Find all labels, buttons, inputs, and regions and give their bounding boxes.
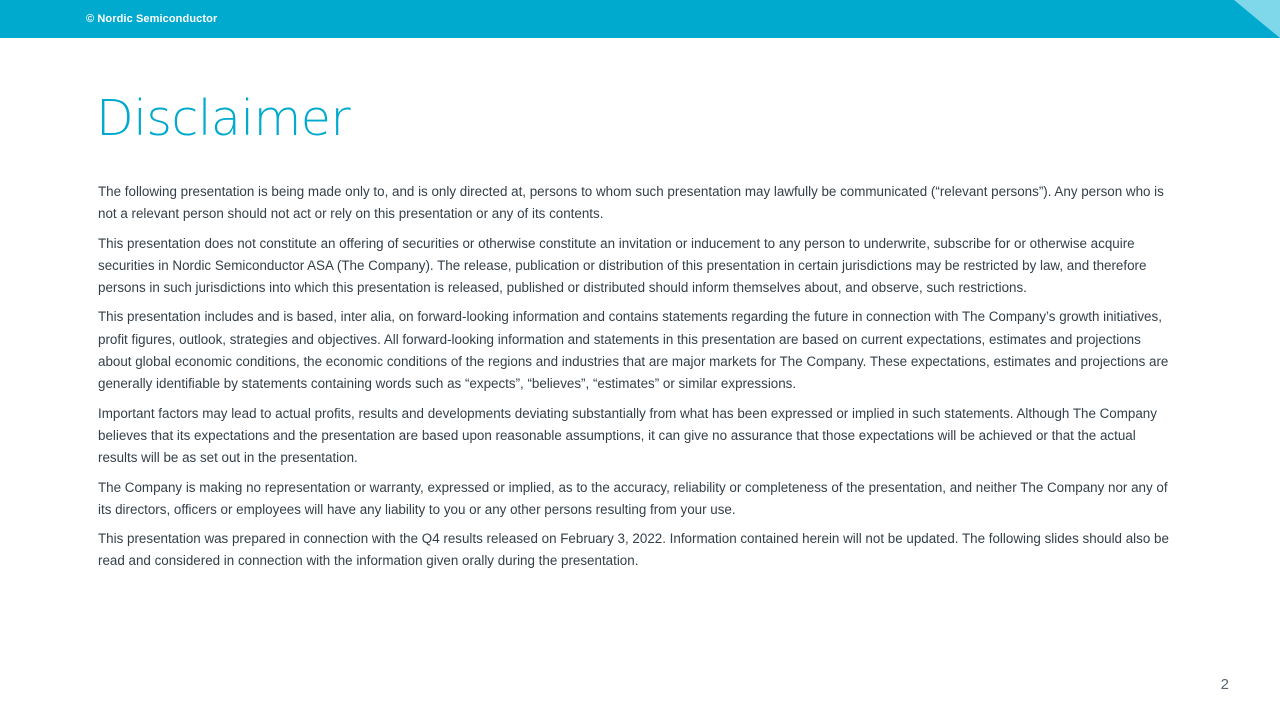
disclaimer-paragraph: The following presentation is being made only to, and is only directed at, persons to whom such presentation may lawfully be communicated (“relevant persons”). Any person who is not a relevant person should not act or rely on this presentation or any of its contents. — [98, 184, 1164, 222]
disclaimer-body — [98, 181, 1178, 580]
disclaimer-paragraph: This presentation does not constitute an offering of securities or otherwise constitute an invitation or inducement to any person to underwrite, subscribe for or otherwise acquire securities in Nordic Semiconductor ASA (The Company). The release, publication or distribution of this presentation in certain jurisdictions may be restricted by law, and therefore persons in such jurisdictions into which this presentation is released, published or distributed should inform themselves about, and observe, such restrictions. — [98, 235, 1147, 296]
disclaimer-paragraph: This presentation was prepared in connection with the Q4 results released on February 3, 2022. Information contained herein will not be updated. The following slides should also be read and considered in connection with the information given orally during the presentation. — [98, 531, 1169, 569]
page-title: Disclaimer — [96, 90, 351, 147]
disclaimer-paragraph: The Company is making no representation or warranty, expressed or implied, as to the accuracy, reliability or completeness of the presentation, and neither The Company nor any of its directors, officers or employees will have any liability to you or any other persons resulting from your use. — [98, 479, 1168, 517]
page-number: 2 — [1220, 676, 1229, 693]
copyright-label: © Nordic Semiconductor — [86, 13, 218, 25]
header-bar — [0, 0, 1280, 38]
disclaimer-paragraph: This presentation includes and is based, inter alia, on forward-looking information and contains statements regarding the future in connection with The Company’s growth initiatives, profit figures, outlook, strategies and objectives. All forward-looking information and statements in this presentation are based on current expectations, estimates and projections about global economic conditions, the economic conditions of the regions and industries that are major markets for The Company. These expectations, estimates and projections are generally identifiable by statements containing words such as “expects”, “believes”, “estimates” or similar expressions. — [98, 309, 1169, 392]
disclaimer-paragraph: Important factors may lead to actual profits, results and developments deviating substantially from what has been expressed or implied in such statements. Although The Company believes that its expectations and the presentation are based upon reasonable assumptions, it can give no assurance that those expectations will be achieved or that the actual results will be as set out in the presentation. — [98, 405, 1157, 466]
corner-accent-shape — [1234, 0, 1280, 38]
